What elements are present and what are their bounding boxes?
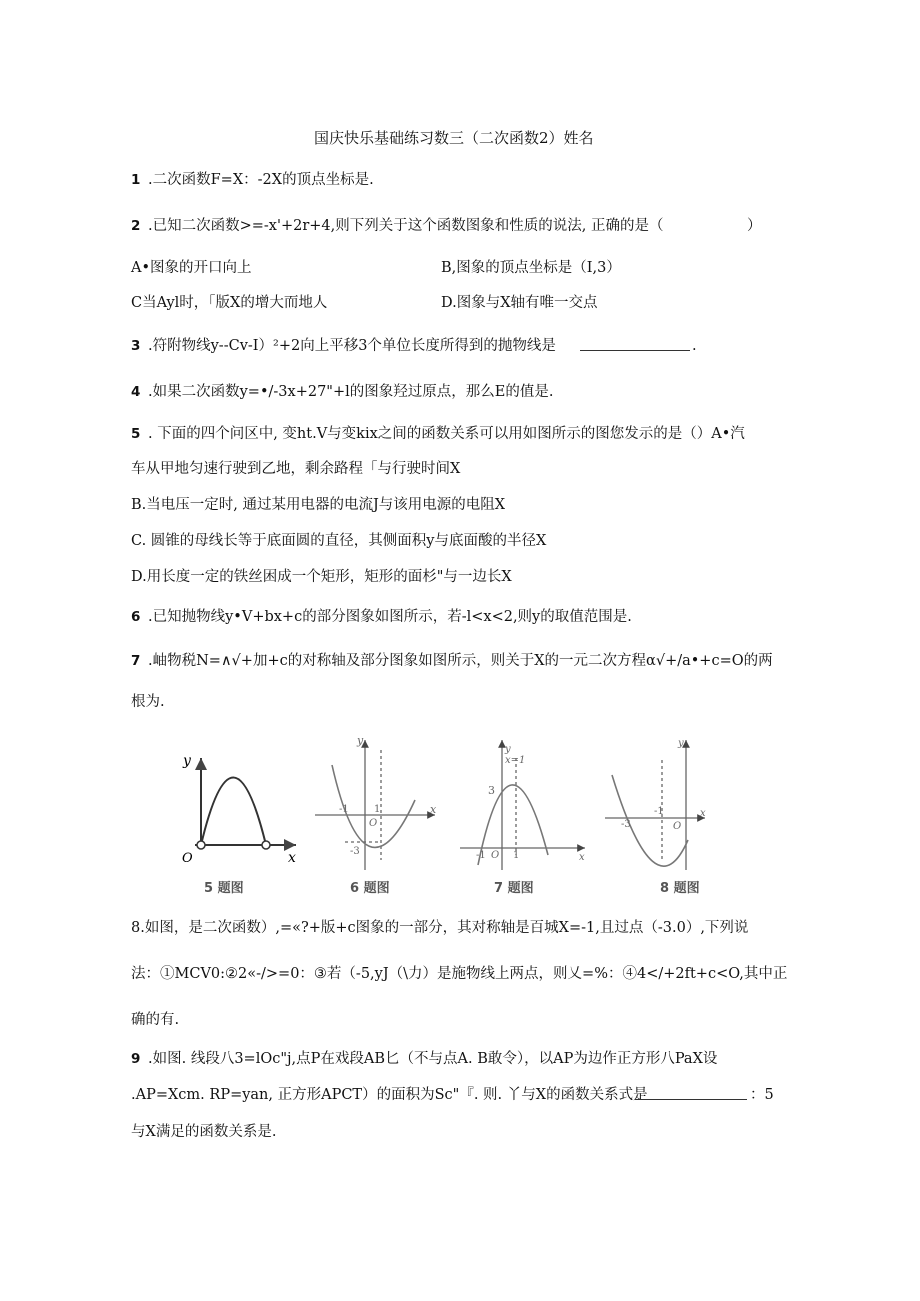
fig8-tick-neg3: -3 [621, 819, 631, 830]
fig7-tick-3: 3 [488, 784, 495, 797]
question-7-number: 7 [131, 653, 141, 669]
question-8-line-3: 确的有. [131, 1012, 180, 1028]
figure-strip [0, 730, 920, 900]
fig8-y-label: y [678, 738, 684, 749]
figure-7-caption: 7 题图 [494, 881, 534, 896]
figure-5 [195, 758, 296, 849]
figure-8-caption: 8 题图 [660, 881, 700, 896]
fig5-origin-point [197, 841, 205, 849]
fig7-tick-neg1: -1 [476, 850, 486, 861]
question-2-close-paren: ） [747, 218, 762, 234]
figure-6-caption: 6 题图 [350, 881, 390, 896]
question-4-number: 4 [131, 384, 141, 400]
question-7-line-2: 根为. [131, 694, 165, 710]
question-5-line-1: . 下面的四个问区中, 变ht.V与变kix之间的函数关系可以用如图所示的图您发示的是（）A•汽 [148, 426, 745, 442]
question-5-line-4: C. 圆锥的母线长等于底面圆的直径，其侧面积y与底面酸的半径X [131, 533, 547, 549]
fig7-x-label: x [579, 852, 585, 863]
question-9-number: 9 [131, 1051, 141, 1067]
figure-8 [605, 740, 705, 870]
question-3-end: . [692, 338, 697, 354]
figure-5-caption: 5 题图 [204, 881, 244, 896]
fig6-x-label: x [430, 803, 437, 816]
question-5-line-5: D.用长度一定的铁丝困成一个矩形，矩形的面杉"与一边长X [131, 569, 512, 585]
fig6-y-label: y [357, 734, 364, 747]
fig5-y-label: y [183, 753, 191, 769]
page-title: 国庆快乐基础练习数三（二次函数2）姓名 [314, 129, 594, 147]
answer-blank [635, 1085, 747, 1100]
question-2-option-d: D.图象与X轴有唯一交点 [441, 295, 598, 311]
question-1-text: .二次函数F=X：-2X的顶点坐标是. [148, 172, 374, 188]
question-2-text: .已知二次函数>=-x'+2r+4,则下列关于这个函数图象和性质的说法, 正确的是（ [148, 218, 664, 234]
fig7-y-label: y [505, 744, 511, 755]
fig5-origin-label: O [182, 851, 193, 866]
question-1-number: 1 [131, 172, 141, 188]
answer-blank [580, 336, 690, 351]
question-2-option-b: B,图象的顶点坐标是（I,3） [441, 260, 621, 276]
fig5-end-point [262, 841, 270, 849]
question-5-number: 5 [131, 426, 141, 442]
question-5-line-3: B.当电压一定时, 通过某用电器的电流J与该用电源的电阻X [131, 497, 506, 513]
fig8-x-label: x [700, 808, 706, 819]
question-9-line-1: .如图. 线段八3=lOc"j,点P在戏段AB匕（不与点A. B敢令），以AP为边作正方形八PaX设 [148, 1051, 718, 1067]
fig7-origin-label: O [491, 850, 500, 861]
question-2-option-c: C当Ayl时，「版X的增大而地人 [131, 295, 328, 311]
fig7-axis-label: x=1 [505, 755, 526, 766]
fig7-tick-1: 1 [513, 850, 520, 861]
question-9-line-2-end: ：5 [750, 1087, 774, 1103]
fig5-x-label: x [288, 850, 296, 866]
question-8-line-2: 法：①MCV0:②2«-/>=0：③若（-5,yJ（\力）是施物线上两点，则乂=%：④4</+2ft+c<O,其中正 [131, 966, 788, 982]
fig6-tick-1: 1 [374, 804, 381, 815]
question-6-number: 6 [131, 609, 141, 625]
fig5-parabola [201, 778, 266, 846]
question-9-line-2: .AP=Xcm. RP=yan, 正方形APCT）的面积为Sc"『. 则. 丫与X的函数关系式是 [131, 1087, 648, 1103]
fig8-tick-neg1: -1 [654, 806, 664, 817]
question-9-line-3: 与X满足的函数关系是. [131, 1124, 277, 1140]
question-3-number: 3 [131, 338, 141, 354]
fig6-tick-neg3: -3 [350, 846, 360, 857]
fig6-origin-label: O [369, 818, 378, 829]
question-3-text: .符附物线y--Cv-I）²+2向上平移3个单位长度所得到的抛物线是 [148, 338, 556, 354]
fig8-origin-label: O [673, 821, 682, 832]
question-2-number: 2 [131, 218, 141, 234]
question-2-option-a: A•图象的开口向上 [131, 260, 252, 276]
question-5-line-2: 车从甲地匀速行驶到乙地，剩余路程「与行驶时间X [131, 461, 461, 477]
question-6-text: .已知抛物线y•V+bx+c的部分图象如图所示，若-l<x<2,则y的取值范围是. [148, 609, 632, 625]
question-8-line-1: 8.如图，是二次函数）,=«?+版+c图象的一部分，其对称轴是百城X=-1,且过点（-3.0）,下列说 [131, 920, 749, 936]
fig6-tick-neg1: -1 [339, 804, 349, 815]
question-7-line-1: .岫物税N=∧√+加+c的对称轴及部分图象如图所示，则关于X的一元二次方程α√+/a•+c=O的两 [148, 653, 773, 669]
question-4-text: .如果二次函数y=•/-3x+27"+l的图象羟过原点，那么E的值是. [148, 384, 554, 400]
